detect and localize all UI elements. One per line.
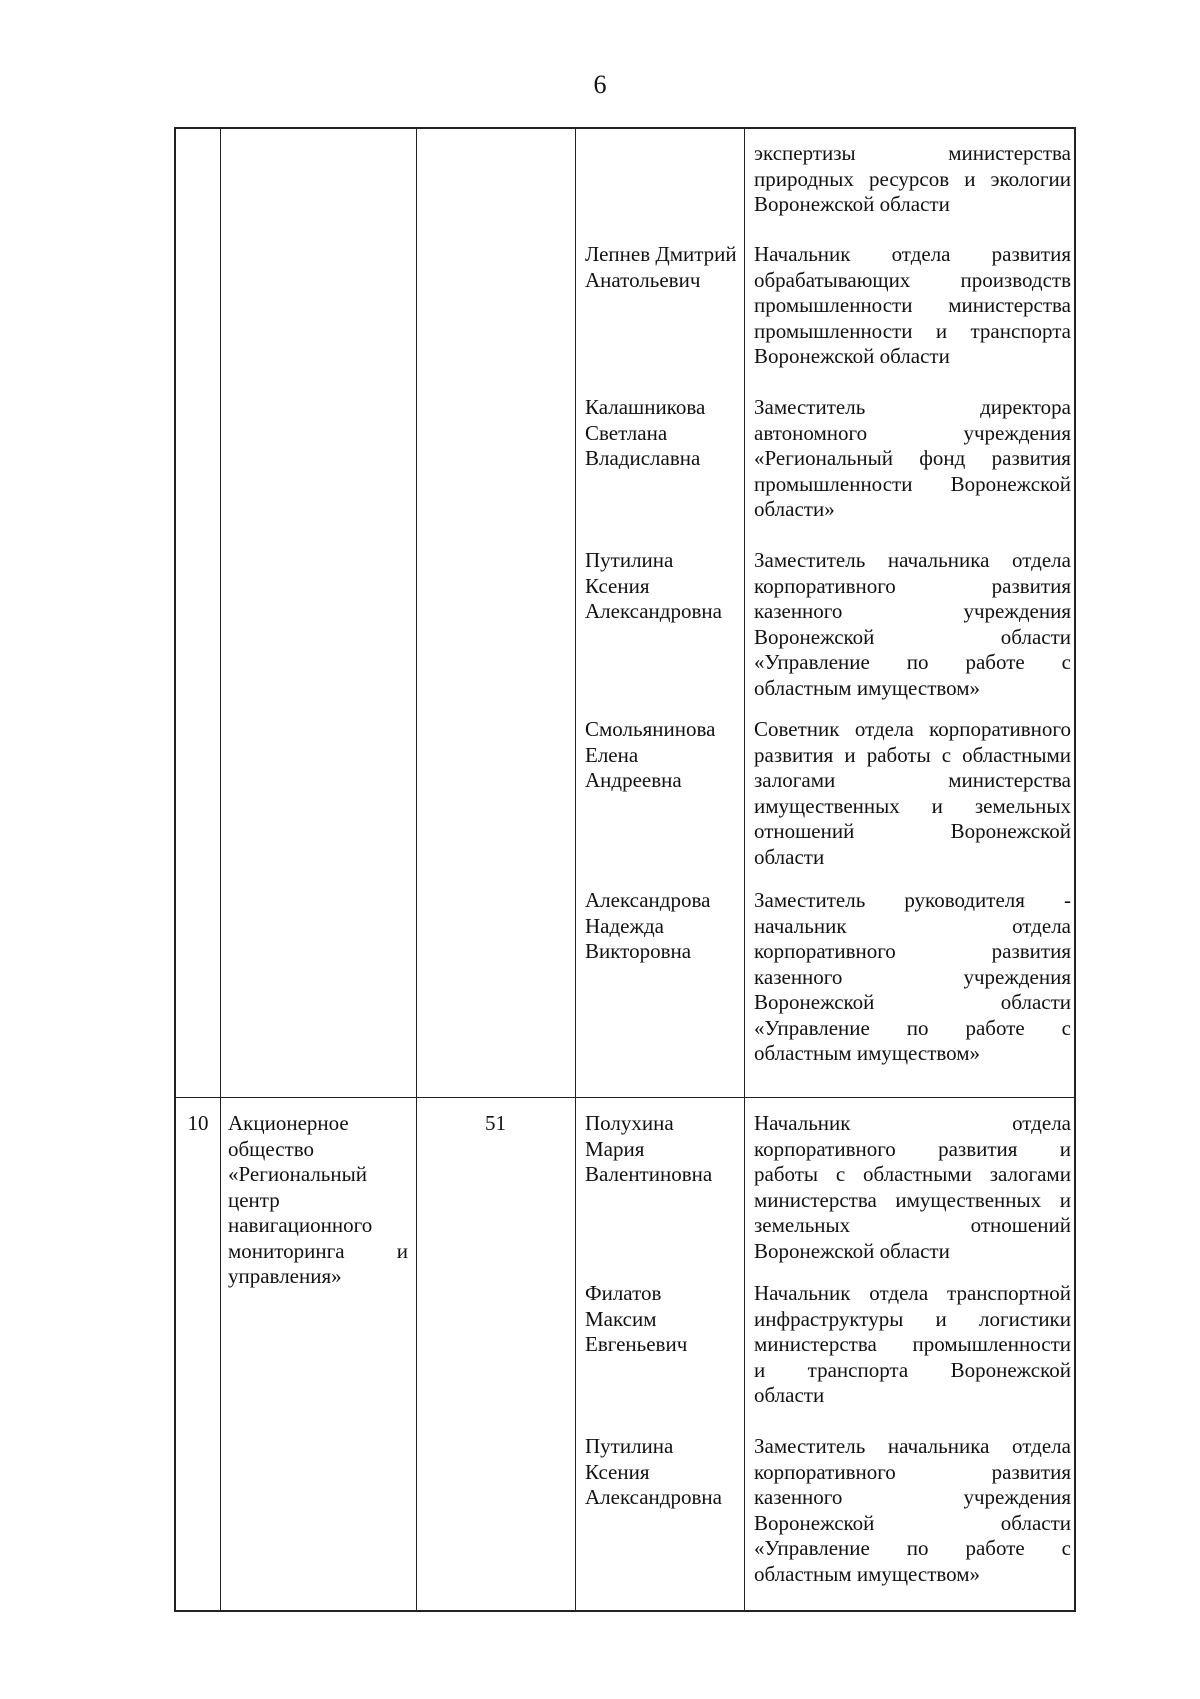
member-name: Полухина Мария Валентиновна <box>585 1111 713 1186</box>
member-name: Калашникова Светлана Владиславна <box>585 395 706 470</box>
column-divider <box>575 129 576 1610</box>
member-name: Александрова Надежда Викторовна <box>585 888 711 963</box>
member-name: Лепнев Дмитрий Анатольевич <box>585 242 737 292</box>
member-name: Смольянинова Елена Андреевна <box>585 717 716 792</box>
position-text: Начальник отдела транспортной инфраструктуры и логистики министерства промышленности и транспорта Воронежской области <box>754 1281 1071 1407</box>
organization-name: Акционерное общество «Региональный центр навигационного мониторинга и управления» <box>228 1111 408 1288</box>
position-text: Советник отдела корпоративного развития и работы с областными залогами министерства имущественных и земельных отношений Воронежской области <box>754 717 1071 869</box>
column-divider <box>220 129 221 1610</box>
position-text: экспертизы министерства природных ресурсов и экологии Воронежской области <box>754 141 1071 216</box>
member-name: Путилина Ксения Александровна <box>585 548 722 623</box>
member-name: Путилина Ксения Александровна <box>585 1434 722 1509</box>
position-text: Начальник отдела корпоративного развития и работы с областными залогами министерства имущественных и земельных отношений Воронежской области <box>754 1111 1071 1263</box>
page-number: 6 <box>593 70 607 99</box>
row-number: 10 <box>187 1111 209 1135</box>
position-text: Заместитель начальника отдела корпоративного развития казенного учреждения Воронежской области «Управление по работе с областным имуществом» <box>754 548 1071 700</box>
position-text: Заместитель директора автономного учреждения «Региональный фонд развития промышленности Воронежской области» <box>754 395 1071 521</box>
composition-table <box>174 127 1076 1612</box>
row-divider <box>176 1097 1074 1098</box>
member-name: Филатов Максим Евгеньевич <box>585 1281 688 1356</box>
position-text: Заместитель руководителя - начальник отдела корпоративного развития казенного учреждения Воронежской области «Управление по работе с областным имуществом» <box>754 888 1071 1065</box>
column-divider <box>744 129 745 1610</box>
position-text: Начальник отдела развития обрабатывающих производств промышленности министерства промышленности и транспорта Воронежской области <box>754 242 1071 368</box>
column-divider <box>416 129 417 1610</box>
share-value: 51 <box>485 1111 506 1135</box>
position-text: Заместитель начальника отдела корпоративного развития казенного учреждения Воронежской области «Управление по работе с областным имуществом» <box>754 1434 1071 1586</box>
